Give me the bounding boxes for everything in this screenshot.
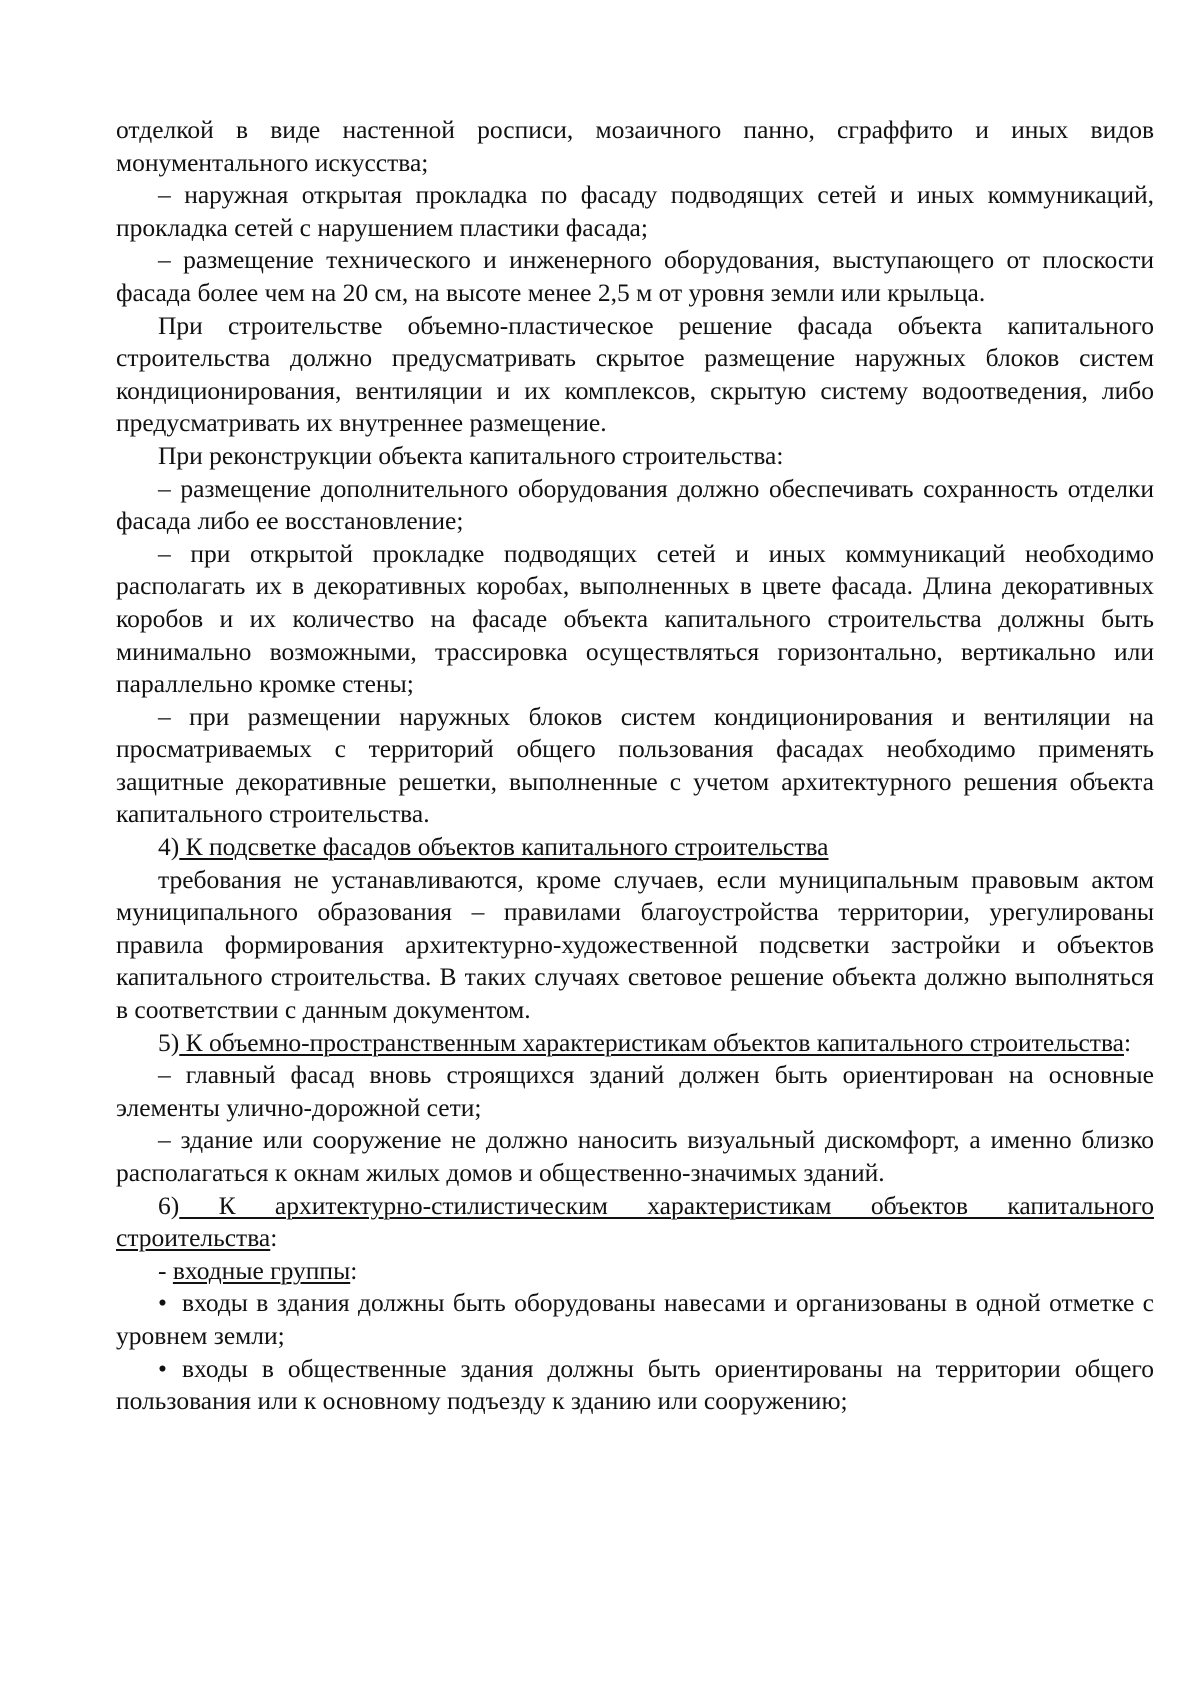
list-item-dash (116, 244, 1154, 309)
section-number: 6) (158, 1190, 180, 1220)
paragraph-text: При строительстве объемно-пластическое решение фасада объекта капитального строительства должно предусматривать скрытое размещение наружных блоков систем кондиционирования, вентиляции и их комплексов, скрытую систему водоотведения, либо предусматривать их внутреннее размещение. (116, 310, 1154, 438)
paragraph (116, 864, 1154, 1027)
section-heading-6 (116, 1190, 1154, 1255)
subheading-dash: - (158, 1255, 173, 1285)
subheading-entry-groups (116, 1255, 1154, 1288)
list-item-dash (116, 538, 1154, 701)
section-number: 4) (158, 832, 180, 862)
paragraph (116, 310, 1154, 440)
subheading-suffix: : (350, 1255, 358, 1285)
paragraph-text: – при размещении наружных блоков систем кондиционирования и вентиляции на просматриваемых с территорий общего пользования фасадах необходимо применять защитные декоративные решетки, выполненные с учетом архитектурного решения объекта капитального строительства. (116, 701, 1154, 829)
list-item-dash (116, 701, 1154, 831)
paragraph (116, 114, 1154, 179)
paragraph-text: отделкой в виде настенной росписи, мозаичного панно, сграффито и иных видов монументального искусства; (116, 115, 1154, 177)
section-title-suffix: : (270, 1223, 278, 1253)
section-number: 5) (158, 1027, 180, 1057)
section-heading-4 (116, 831, 1154, 864)
paragraph-text: – наружная открытая прокладка по фасаду подводящих сетей и иных коммуникаций, прокладка сетей с нарушением пластики фасада; (116, 180, 1154, 242)
subheading-title: входные группы (172, 1255, 351, 1285)
list-item-bullet (116, 1287, 1154, 1352)
paragraph (116, 440, 1154, 473)
paragraph-text: – при открытой прокладке подводящих сетей и иных коммуникаций необходимо располагать их в декоративных коробах, выполненных в цвете фасада. Длина декоративных коробов и их количество на фасаде объекта капитального строительства должны быть минимально возможными, трассировка осуществляться горизонтально, вертикально или параллельно кромке стены; (116, 538, 1154, 699)
bullet-icon: • (158, 1353, 167, 1383)
section-title-suffix: : (1123, 1027, 1132, 1057)
document-body (116, 114, 1154, 1418)
paragraph-text: – размещение дополнительного оборудования должно обеспечивать сохранность отделки фасада либо ее восстановление; (116, 473, 1154, 536)
section-title: К архитектурно-стилистическим характеристикам объектов капитального строительства (116, 1190, 1154, 1253)
paragraph-text: входы в общественные здания должны быть ориентированы на территории общего пользования или к основному подъезду к зданию или сооружению; (116, 1353, 1154, 1416)
section-title: К объемно-пространственным характеристикам объектов капитального строительства (179, 1027, 1124, 1057)
paragraph-text: – здание или сооружение не должно наносить визуальный дискомфорт, а именно близко располагаться к окнам жилых домов и общественно-значимых зданий. (116, 1125, 1154, 1187)
paragraph-text: требования не устанавливаются, кроме случаев, если муниципальным правовым актом муниципального образования – правилами благоустройства территории, урегулированы правила формирования архитектурно-художественной подсветки застройки и объектов капитального строительства. В таких случаях световое решение объекта должно выполняться в соответствии с данным документом. (116, 864, 1154, 1025)
paragraph-text: входы в здания должны быть оборудованы навесами и организованы в одной отметке с уровнем земли; (116, 1288, 1154, 1350)
list-item-dash (116, 179, 1154, 244)
list-item-dash (116, 1124, 1154, 1189)
paragraph-text: При реконструкции объекта капитального строительства: (158, 440, 784, 470)
list-item-bullet (116, 1353, 1154, 1418)
bullet-icon: • (158, 1288, 167, 1318)
paragraph-text: – размещение технического и инженерного оборудования, выступающего от плоскости фасада более чем на 20 см, на высоте менее 2,5 м от уровня земли или крыльца. (116, 245, 1154, 307)
list-item-dash (116, 1059, 1154, 1124)
paragraph-text: – главный фасад вновь строящихся зданий должен быть ориентирован на основные элементы улично-дорожной сети; (116, 1060, 1154, 1122)
list-item-dash (116, 473, 1154, 538)
section-heading-5 (116, 1027, 1154, 1060)
section-title: К подсветке фасадов объектов капитального строительства (179, 832, 829, 862)
